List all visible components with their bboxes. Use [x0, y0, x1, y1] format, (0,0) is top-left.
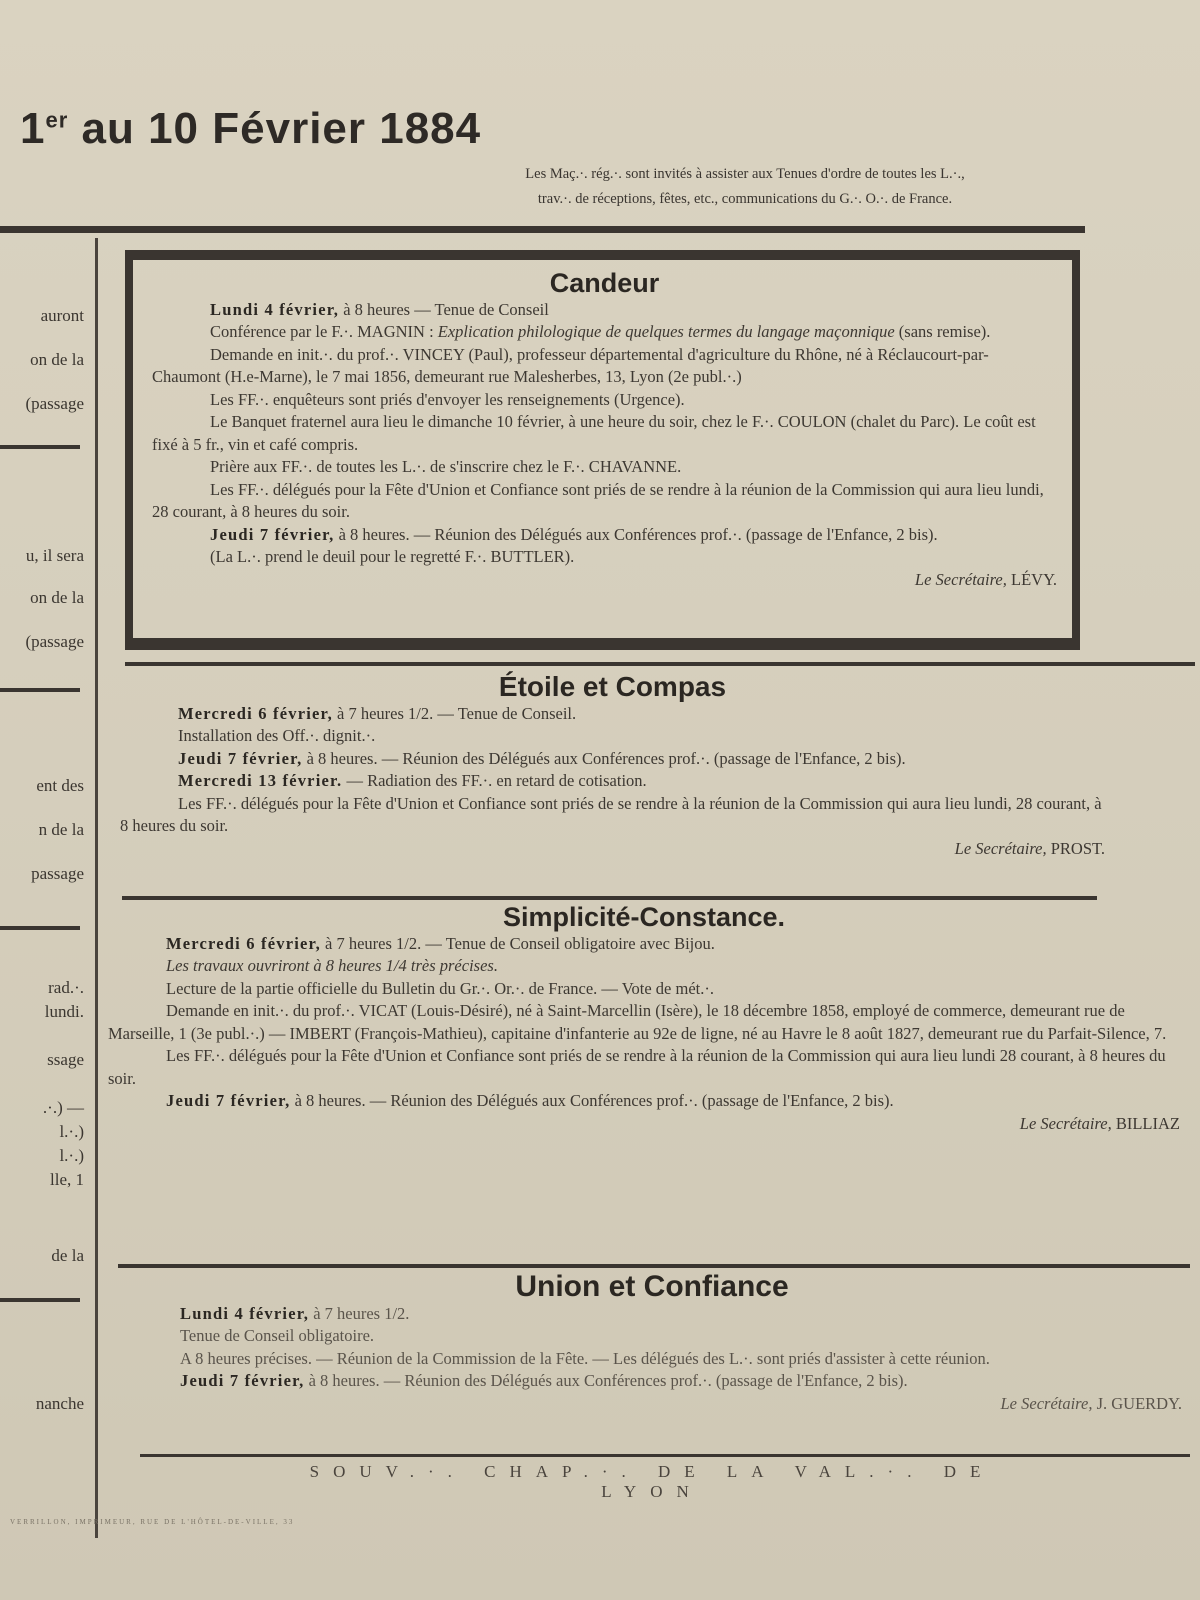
left-fragment: ssage: [47, 1050, 84, 1069]
left-fragment: (passage: [25, 394, 84, 413]
column-divider: [95, 238, 98, 1538]
day-label: Mercredi 6 février,: [166, 933, 321, 953]
date-superscript: er: [45, 107, 69, 133]
section-title: Étoile et Compas: [498, 671, 727, 702]
left-column-rule: [0, 926, 80, 930]
signature-label: Le Secrétaire,: [914, 569, 1007, 589]
notice-text: à 7 heures 1/2. — Tenue de Conseil obligatoire avec Bijou.: [320, 933, 715, 953]
section-rule: [122, 896, 1097, 900]
notice-text: Les FF.·. délégués pour la Fête d'Union et Confiance sont priés de se rendre à la réunion de la Commission qui aura lieu lundi, 28 courant, à 8 heures du soir.: [120, 793, 1102, 835]
left-fragment: l.·.): [59, 1146, 84, 1165]
day-label: Jeudi 7 février,: [180, 1371, 305, 1390]
left-column-rule: [0, 688, 80, 692]
notice-text: à 8 heures. — Réunion des Délégués aux Conférences prof.·. (passage de l'Enfance, 2 bis).: [304, 1371, 908, 1390]
left-fragment: lundi.: [44, 1002, 84, 1021]
notice-text: Prière aux FF.·. de toutes les L.·. de s'inscrire chez le F.·. CHAVANNE.: [210, 457, 682, 476]
left-fragment: on de la: [30, 350, 84, 369]
notice-text: à 7 heures 1/2.: [309, 1303, 410, 1323]
notice-text: à 8 heures. — Réunion des Délégués aux Conférences prof.·. (passage de l'Enfance, 2 bis).: [334, 524, 938, 544]
left-fragment: u, il sera: [25, 546, 84, 565]
section-candeur: [152, 268, 1057, 591]
left-fragment: ent des: [36, 776, 84, 795]
signature-label: Le Secrétaire,: [954, 838, 1047, 858]
intro-line-1: Les Maç.·. rég.·. sont invités à assister aux Tenues d'ordre de toutes les L.·.,: [525, 166, 965, 182]
section-rule: [118, 1264, 1190, 1268]
section-title: Candeur: [549, 268, 660, 298]
left-fragment: lle, 1: [50, 1170, 84, 1189]
signature-label: Le Secrétaire,: [1000, 1393, 1093, 1413]
notice-text: Demande en init.·. du prof.·. VINCEY (Paul), professeur départemental d'agriculture du Rhône, né à Réclaucourt-par-Chaumont (H.e-Marne), le 7 mai 1856, demeurant rue Malesherbes, 13, Lyon (2e publ.·.): [152, 344, 989, 386]
lecture-title: Explication philologique de quelques termes du langage maçonnique: [437, 322, 895, 341]
day-label: Mercredi 6 février,: [178, 703, 333, 723]
page-date-heading: [20, 104, 481, 154]
chapter-title: SOUV.·. CHAP.·. DE LA VAL.·. DE LYON: [309, 1462, 995, 1501]
left-column-rule: [0, 445, 80, 449]
notice-text: à 8 heures. — Réunion des Délégués aux Conférences prof.·. (passage de l'Enfance, 2 bis).: [302, 748, 906, 768]
intro-line-2: trav.·. de réceptions, fêtes, etc., communications du G.·. O.·. de France.: [537, 191, 953, 207]
left-fragment: on de la: [30, 588, 84, 607]
notice-text: à 8 heures — Tenue de Conseil: [339, 299, 549, 319]
notice-text: Lecture de la partie officielle du Bulletin du Gr.·. Or.·. de France. — Vote de mét.·.: [166, 978, 714, 998]
notice-text: à 7 heures 1/2. — Tenue de Conseil.: [332, 703, 577, 723]
left-fragment: n de la: [38, 820, 84, 839]
notice-text: Installation des Off.·. dignit.·.: [178, 726, 376, 745]
secretary-signature: [152, 569, 1057, 592]
day-label: Lundi 4 février,: [180, 1303, 310, 1323]
notice-text: Les FF.·. enquêteurs sont priés d'envoyer les renseignements (Urgence).: [210, 389, 685, 409]
date-prefix: 1: [20, 104, 46, 153]
header-rule: [0, 226, 1085, 233]
intro-notice: [425, 162, 1065, 212]
secretary-signature: [122, 1393, 1182, 1416]
notice-text: A 8 heures précises. — Réunion de la Commission de la Fête. — Les délégués des L.·. sont priés d'assister à cette réunion.: [180, 1348, 990, 1368]
date-rest: au 10 Février 1884: [81, 104, 482, 153]
notice-text: Les FF.·. délégués pour la Fête d'Union et Confiance sont priés de se rendre à la réunion de la Commission qui aura lieu lundi 28 courant, à 8 heures du soir.: [108, 1046, 1166, 1088]
left-column-fragments: [0, 290, 90, 1530]
signature-name: J. GUERDY.: [1096, 1393, 1182, 1413]
left-fragment: .·.) —: [42, 1098, 84, 1117]
day-label: Jeudi 7 février,: [166, 1091, 291, 1110]
day-label: Jeudi 7 février,: [210, 524, 335, 544]
secretary-signature: [120, 838, 1105, 861]
left-fragment: nanche: [35, 1394, 84, 1413]
notice-text: (La L.·. prend le deuil pour le regretté F.·. BUTTLER).: [210, 547, 575, 566]
left-fragment: de la: [51, 1246, 84, 1265]
notice-text: — Radiation des FF.·. en retard de cotisation.: [342, 771, 647, 790]
signature-name: LÉVY.: [1011, 569, 1057, 589]
notice-text: Les FF.·. délégués pour la Fête d'Union et Confiance sont priés de se rendre à la réunion de la Commission qui aura lieu lundi, 28 courant, à 8 heures du soir.: [152, 479, 1044, 521]
left-fragment: rad.·.: [48, 978, 84, 997]
notice-text: Conférence par le F.·. MAGNIN :: [210, 322, 438, 341]
section-etoile-et-compas: [120, 671, 1105, 860]
notice-text: Le Banquet fraternel aura lieu le dimanche 10 février, à une heure du soir, chez le F.·. COULON (chalet du Parc). Le coût est fixé à 5 fr., vin et café compris.: [152, 412, 1036, 454]
printer-line: VERRILLON, IMPRIMEUR, RUE DE L'HÔTEL-DE-VILLE, 33: [10, 1518, 295, 1526]
left-fragment: auront: [40, 306, 84, 325]
signature-name: PROST.: [1050, 838, 1105, 858]
day-label: Mercredi 13 février.: [178, 771, 343, 790]
section-rule: [140, 1454, 1190, 1457]
notice-text: Les travaux ouvriront à 8 heures 1/4 très précises.: [166, 956, 498, 975]
left-column-rule: [0, 1298, 80, 1302]
notice-text: (sans remise).: [894, 322, 991, 341]
section-rule: [125, 662, 1195, 666]
section-title: Union et Confiance: [515, 1270, 789, 1303]
notice-text: Demande en init.·. du prof.·. VICAT (Louis-Désiré), né à Saint-Marcellin (Isère), le 18 décembre 1858, employé de commerce, demeurant rue de Marseille, 1 (3e publ.·.) — IMBERT (François-Mathieu), capitaine d'infanterie au 92e de ligne, né au Havre le 8 août 1827, demeurant rue du Parfait-Silence, 7.: [108, 1001, 1167, 1043]
section-title: Simplicité-Constance.: [502, 902, 786, 932]
left-fragment: passage: [31, 864, 84, 883]
left-fragment: (passage: [25, 632, 84, 651]
day-label: Jeudi 7 février,: [178, 748, 303, 768]
day-label: Lundi 4 février,: [210, 299, 340, 319]
notice-text: Tenue de Conseil obligatoire.: [180, 1326, 375, 1345]
notice-text: à 8 heures. — Réunion des Délégués aux Conférences prof.·. (passage de l'Enfance, 2 bis).: [290, 1091, 894, 1110]
signature-label: Le Secrétaire,: [1019, 1113, 1112, 1133]
signature-name: BILLIAZ: [1115, 1113, 1180, 1133]
section-simplicite-constance: [108, 902, 1180, 1135]
left-fragment: l.·.): [59, 1122, 84, 1141]
secretary-signature: [108, 1113, 1180, 1136]
section-union-et-confiance: [122, 1270, 1182, 1415]
